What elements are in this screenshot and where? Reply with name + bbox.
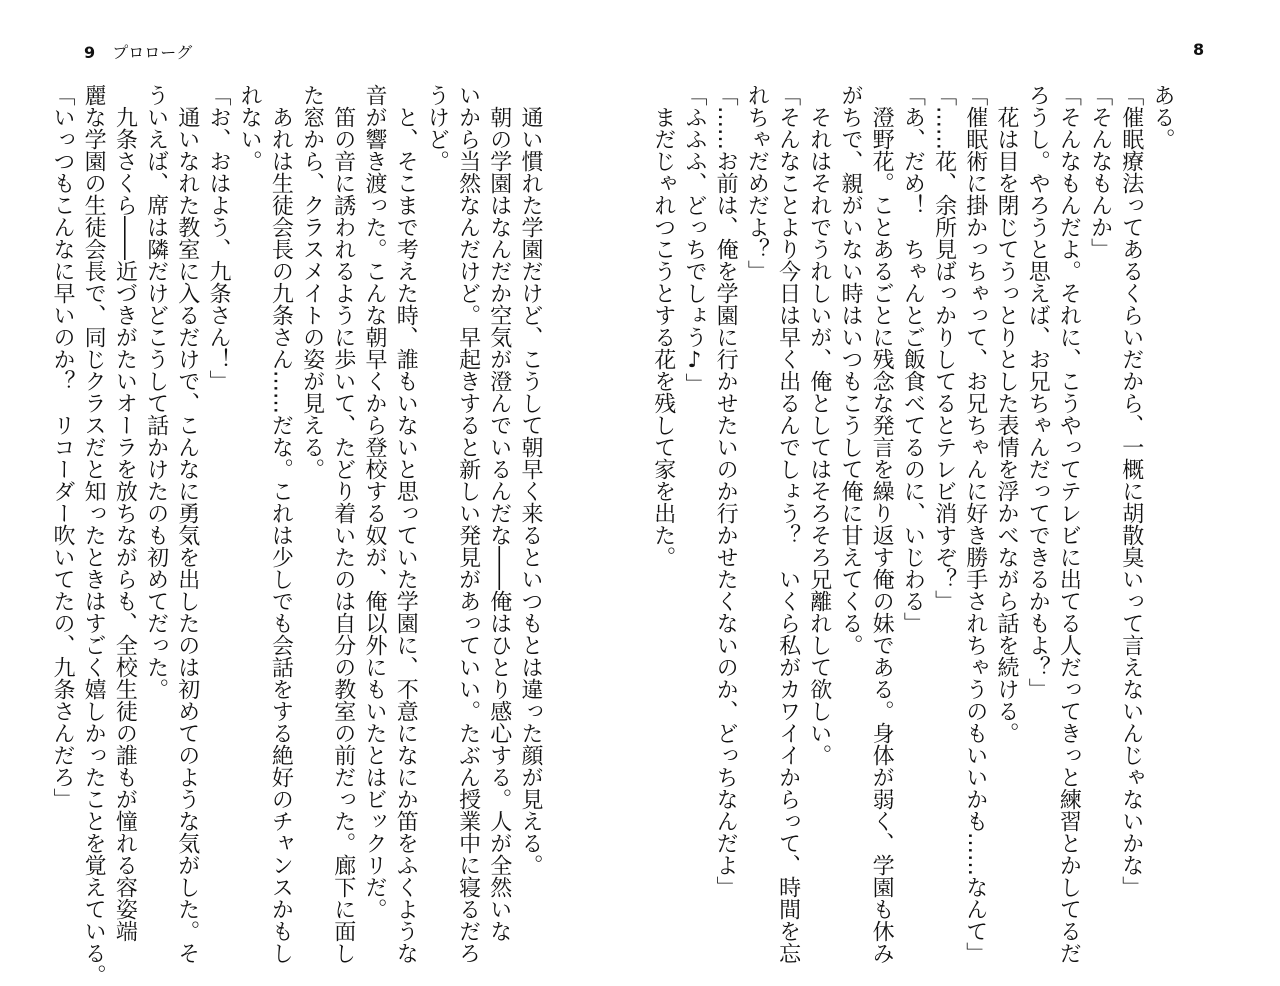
text-line: 通い慣れた学園だけど、こうして朝早く来るといつもとは違った顔が見える。 bbox=[518, 84, 543, 876]
text-line: 通いなれた教室に入るだけで、こんなに勇気を出したのは初めてのような気がした。そ bbox=[174, 84, 200, 964]
text-line: いから当然なんだけど。早起きすると新しい発見があっていい。たぶん授業中に寝るだろ bbox=[455, 84, 481, 964]
text-line: 「お、おはよう、九条さん！」 bbox=[205, 84, 231, 392]
text-line: 朝の学園はなんだか空気が澄んでいるんだな――俺はひとり感心する。人が全然いな bbox=[486, 84, 512, 942]
text-line: 「そんなもんだよ。それに、こうやってテレビに出てる人だってきっと練習とかしてるだ bbox=[1056, 84, 1082, 964]
text-line: 澄野花。ことあるごとに残念な発言を繰り返す俺の妹である。身体が弱く、学園も休み bbox=[869, 84, 895, 964]
text-line: 「……花、余所見ばっかりしてるとテレビ消すぞ？」 bbox=[931, 84, 957, 612]
right-page-header bbox=[1193, 40, 1216, 59]
text-line: と、そこまで考えた時、誰もいないと思っていた学園に、不意になにか笛をふくような bbox=[393, 84, 419, 964]
text-line: それはそれでうれしいが、俺としてはそろそろ兄離れして欲しい。 bbox=[806, 84, 832, 766]
running-title: プロローグ bbox=[112, 43, 193, 62]
text-line: 「そんなもんか」 bbox=[1087, 84, 1113, 260]
text-line: 「催眠術に掛かっちゃって、お兄ちゃんに好き勝手されちゃうのもいいかも……なんて」 bbox=[962, 84, 988, 964]
text-line: ろうし。やろうと思えば、お兄ちゃんだってできるかもよ？」 bbox=[1025, 84, 1051, 700]
left-page-header bbox=[84, 40, 192, 63]
text-line: 「あ、だめ！ ちゃんとご飯食べてるのに、いじわる」 bbox=[900, 84, 926, 634]
text-line: れちゃだめだよ？」 bbox=[744, 84, 770, 282]
text-line: 「いっつもこんなに早いのか？ リコーダー吹いてたの、九条さんだろ」 bbox=[49, 84, 75, 810]
text-line: 麗な学園の生徒会長で、同じクラスだと知ったときはすごく嬉しかったことを覚えている。 bbox=[81, 84, 107, 986]
text-line: 音が響き渡った。こんな朝早くから登校する奴が、俺以外にもいたとはビックリだ。 bbox=[361, 84, 387, 920]
text-line: 「……お前は、俺を学園に行かせたいのか行かせたくないのか、どっちなんだよ」 bbox=[713, 84, 739, 898]
text-line: あれは生徒会長の九条さん……だな。これは少しでも会話をする絶好のチャンスかもし bbox=[268, 84, 294, 964]
left-page-body bbox=[49, 84, 546, 986]
text-line: 「そんなことより今日は早く出るんでしょう？ いくら私がカワイイからって、時間を忘 bbox=[775, 84, 801, 964]
text-line: 花は目を閉じてうっとりとした表情を浮かべながら話を続ける。 bbox=[993, 84, 1019, 744]
right-page-number: 8 bbox=[1193, 40, 1205, 59]
left-page-number: 9 bbox=[84, 43, 96, 62]
text-line: うけど。 bbox=[424, 84, 450, 172]
text-line: 「催眠療法ってあるくらいだから、一概に胡散臭いって言えないんじゃないかな」 bbox=[1118, 84, 1144, 898]
text-line: 笛の音に誘われるように歩いて、たどり着いたのは自分の教室の前だった。廊下に面し bbox=[330, 84, 356, 964]
text-line: 九条さくら――近づきがたいオーラを放ちながらも、全校生徒の誰もが憧れる容姿端 bbox=[112, 84, 138, 942]
text-line: ある。 bbox=[1150, 84, 1175, 150]
text-line: れない。 bbox=[237, 84, 263, 172]
text-line: がちで、親がいない時はいつもこうして俺に甘えてくる。 bbox=[837, 84, 863, 656]
text-line: た窓から、クラスメイトの姿が見える。 bbox=[299, 84, 325, 480]
text-line: まだじゃれつこうとする花を残して家を出た。 bbox=[650, 84, 676, 568]
text-line: 「ふふふ、どっちでしょう♪」 bbox=[681, 84, 707, 395]
text-line: ういえば、席は隣だけどこうして話かけたのも初めてだった。 bbox=[143, 84, 169, 700]
right-page-body bbox=[650, 84, 1178, 964]
